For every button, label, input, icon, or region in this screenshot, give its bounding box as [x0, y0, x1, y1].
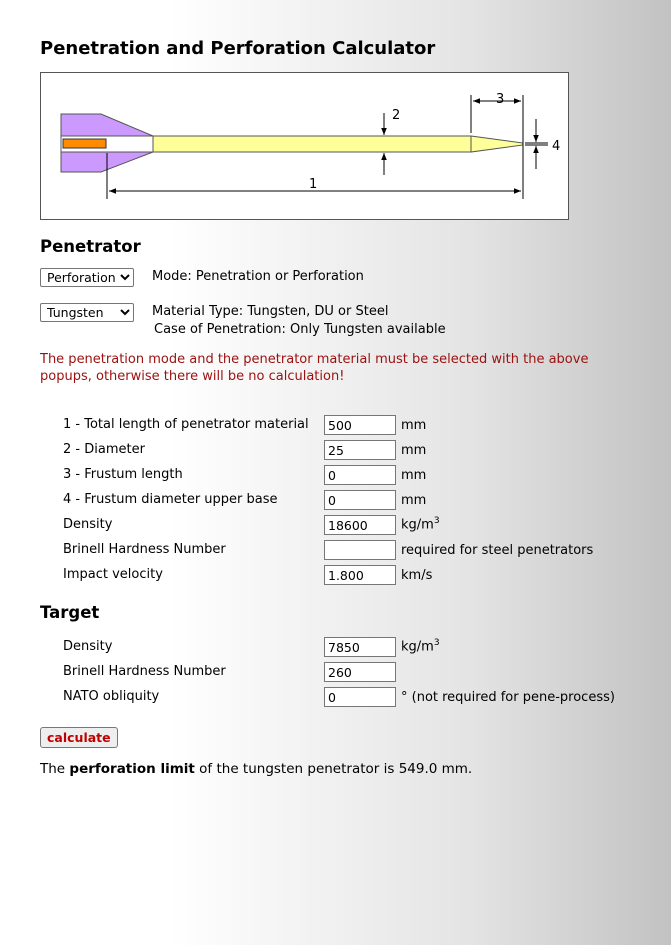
impact-velocity-label: Impact velocity — [63, 567, 163, 582]
diameter-label: 2 - Diameter — [63, 442, 145, 457]
penetrator-hardness-note: required for steel penetrators — [401, 543, 594, 558]
frustum-length-label: 3 - Frustum length — [63, 467, 183, 482]
penetration-case-note: Case of Penetration: Only Tungsten available — [154, 322, 446, 337]
penetrator-density-unit — [401, 516, 440, 532]
material-select[interactable] — [40, 303, 134, 322]
frustum-diameter-label: 4 - Frustum diameter upper base — [63, 492, 278, 507]
target-heading: Target — [40, 603, 100, 622]
penetrator-diagram — [40, 72, 569, 220]
frustum-length-unit: mm — [401, 468, 427, 483]
mode-select[interactable] — [40, 268, 134, 287]
result-prefix: The — [40, 761, 70, 777]
calculate-button[interactable]: calculate — [40, 727, 118, 748]
dim-label-2: 2 — [392, 108, 401, 123]
material-description: Material Type: Tungsten, DU or Steel — [152, 304, 389, 319]
penetrator-rod — [153, 136, 471, 152]
target-density-label: Density — [63, 639, 113, 654]
penetrator-density-unit-exp: 3 — [433, 516, 440, 526]
page-title: Penetration and Perforation Calculator — [40, 38, 436, 59]
target-hardness-label: Brinell Hardness Number — [63, 664, 226, 679]
target-hardness-input[interactable] — [324, 662, 396, 682]
target-density-unit-exp: 3 — [433, 638, 440, 648]
result-text — [40, 761, 472, 777]
penetrator-diagram-svg — [41, 73, 570, 221]
total-length-unit: mm — [401, 418, 427, 433]
dim-label-4: 4 — [552, 139, 561, 154]
total-length-input[interactable] — [324, 415, 396, 435]
dim-label-1: 1 — [309, 177, 318, 192]
penetrator-hardness-label: Brinell Hardness Number — [63, 542, 226, 557]
penetrator-density-input[interactable] — [324, 515, 396, 535]
frustum-tip — [471, 136, 523, 152]
dim-label-3: 3 — [496, 92, 505, 107]
penetrator-density-label: Density — [63, 517, 113, 532]
diameter-unit: mm — [401, 443, 427, 458]
penetrator-density-unit-base: kg/m — [401, 517, 434, 533]
orange-core — [63, 139, 106, 148]
nato-obliquity-label: NATO obliquity — [63, 689, 160, 704]
target-density-unit-base: kg/m — [401, 639, 434, 655]
mode-description: Mode: Penetration or Perforation — [152, 269, 364, 284]
frustum-length-input[interactable] — [324, 465, 396, 485]
penetrator-hardness-input[interactable] — [324, 540, 396, 560]
impact-velocity-unit: km/s — [401, 568, 433, 583]
nato-obliquity-unit: ° (not required for pene-process) — [401, 690, 615, 705]
frustum-diameter-input[interactable] — [324, 490, 396, 510]
target-density-unit — [401, 638, 440, 654]
frustum-diameter-unit: mm — [401, 493, 427, 508]
result-suffix: of the tungsten penetrator is 549.0 mm. — [194, 761, 473, 777]
result-emphasis: perforation limit — [69, 761, 195, 777]
selection-warning: The penetration mode and the penetrator material must be selected with the above popups, otherwise there will be no calculation! — [40, 352, 589, 384]
target-density-input[interactable] — [324, 637, 396, 657]
impact-velocity-input[interactable] — [324, 565, 396, 585]
nato-obliquity-input[interactable] — [324, 687, 396, 707]
penetrator-heading: Penetrator — [40, 237, 141, 256]
total-length-label: 1 - Total length of penetrator material — [63, 417, 309, 432]
diameter-input[interactable] — [324, 440, 396, 460]
